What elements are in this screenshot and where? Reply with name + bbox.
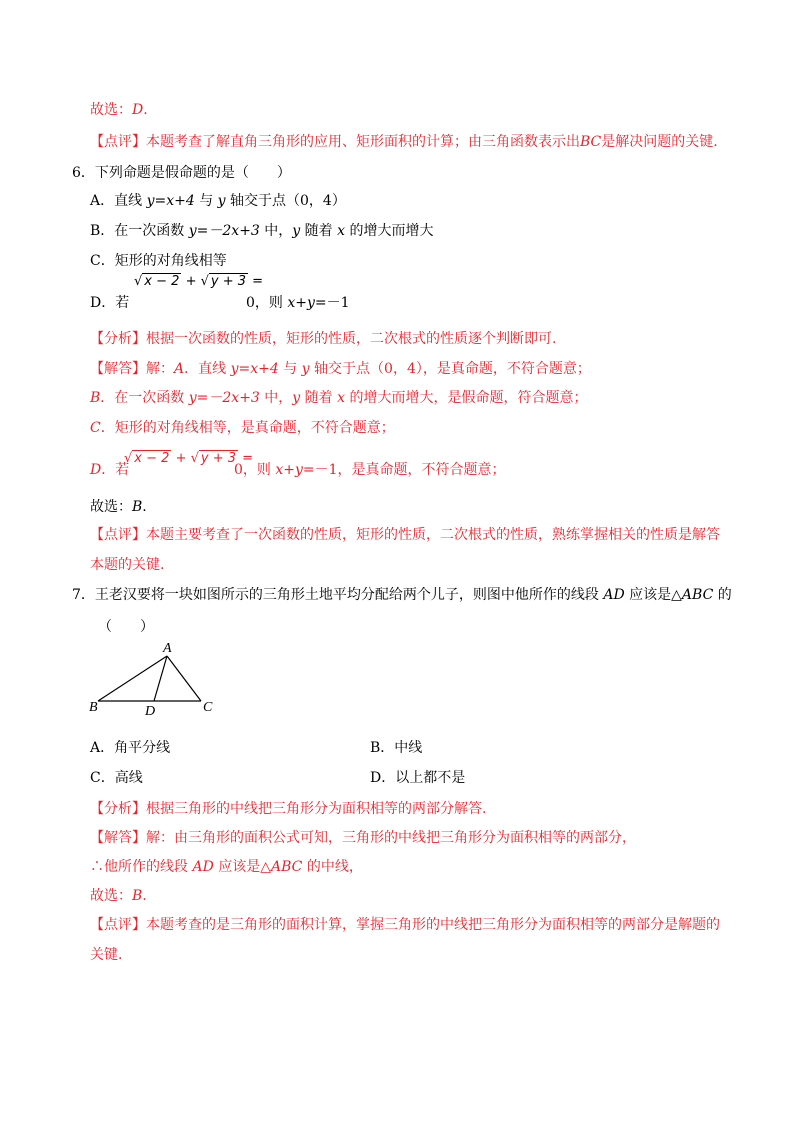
solution-text: ∴他所作的线段 [90,859,193,875]
equals-sign: = [252,274,264,289]
equation: y=x+4 [146,193,195,209]
radicand: x − 2 [134,451,170,466]
solution-text: 的中线， [302,859,363,875]
equation: x+y [275,462,303,478]
q6-option-c: C．矩形的对角线相等 [90,253,227,269]
analysis-text: 根据三角形的中线把三角形分为面积相等的两部分解答. [146,801,487,817]
solution-text: 轴交于点（0，4），是真命题，不符合题意； [309,361,591,377]
side-ab [98,656,167,701]
option-text: A．直线 [90,193,147,209]
segment-name: AD [192,859,214,875]
comment-text: 本题考查了解直角三角形的应用、矩形面积的计算；由三角函数表示出 [146,134,580,150]
answer-prefix: 故选： [90,888,132,904]
equation: y=－2x+3 [188,390,260,406]
solution-text: 随着 [300,390,338,406]
solution-text: 0，则 [234,462,276,478]
variable: y [292,390,301,406]
radicand: y + 3 [200,451,237,466]
point-label-d: D [145,704,156,719]
answer-end: . [143,102,148,118]
q6-solution-c [90,418,395,438]
comment-tag: 【点评】 [90,134,146,150]
variable: y [292,223,301,239]
equals-sign: = [242,451,254,466]
triangle-name: ABC [271,859,303,875]
plus-sign: + [185,274,197,289]
equation: y=x+4 [230,361,279,377]
solution-text: 的增大而增大，是假命题，符合题意； [345,390,588,406]
answer-end: . [142,888,147,904]
comment-var: BC [580,134,602,150]
q6-option-d [90,293,129,313]
equation: y=－2x+3 [188,223,260,239]
answer-end: . [142,499,147,515]
q7-option-b: B．中线 [370,740,423,756]
q6-option-a [90,191,346,211]
triangle-figure [80,640,220,720]
option-text: 的增大而增大 [345,223,434,239]
stem-text: 7．王老汉要将一块如图所示的三角形土地平均分配给两个儿子，则图中他所作的线段 [72,587,604,603]
comment-tag: 【点评】 [90,527,146,543]
q7-analysis [90,799,486,819]
option-text: 与 [194,193,218,209]
q7-comment [90,910,730,970]
stem-text: 的 [713,587,732,603]
answer-letter: B [132,499,143,515]
q7-solution [90,828,636,848]
q7-answer-blank: （ ） [98,619,154,635]
option-letter: D [90,462,102,478]
q5-answer [90,100,148,120]
option-letter: C [90,420,101,436]
analysis-tag: 【分析】 [90,331,146,347]
q6-comment [90,520,730,580]
option-text: 0，则 [246,295,288,311]
option-text: 中， [259,223,293,239]
answer-prefix: 故选： [90,102,132,118]
variable: y [301,361,310,377]
q7-answer [90,886,147,906]
stem-text: 应该是△ [624,587,682,603]
option-letter: A [174,361,185,377]
sqrt-icon: √ [190,451,199,466]
solution-text: ．若 [101,462,130,478]
solution-tag: 【解答】 [90,361,146,377]
solution-text: 应该是△ [213,859,272,875]
radicand: x − 2 [144,274,180,289]
q6-solution-a [90,359,591,379]
triangle-name: ABC [681,587,714,603]
q6-solution-d-tail [234,460,506,480]
equation: x+y [287,295,315,311]
analysis-text: 根据一次函数的性质，矩形的性质，二次根式的性质逐个判断即可. [146,331,557,347]
comment-tag: 【点评】 [90,917,146,933]
analysis-tag: 【分析】 [90,801,146,817]
sqrt-icon: √ [124,451,133,466]
variable: x [337,390,346,406]
solution-tag: 【解答】 [90,830,146,846]
solution-text: ．在一次函数 [100,390,189,406]
option-letter: B [90,390,101,406]
vertex-label-b: B [89,700,98,715]
q7-option-a: A．角平分线 [90,740,171,756]
variable: y [217,193,226,209]
q5-comment [90,132,718,152]
side-ac [167,656,201,701]
vertex-label-c: C [203,700,213,715]
option-text: =－1 [314,295,350,311]
plus-sign: + [175,451,187,466]
q7-option-c: C．高线 [90,770,143,786]
answer-letter: B [132,888,143,904]
q6-analysis [90,329,556,349]
sqrt-icon: √ [200,274,209,289]
q6-answer [90,497,147,517]
comment-text-end: 是解决问题的关键. [601,134,718,150]
q7-stem [72,585,732,605]
segment-name: AD [603,587,625,603]
q6-option-d-tail [246,293,350,313]
q7-option-d: D．以上都不是 [370,770,466,786]
solution-text: 中， [259,390,293,406]
solution-text: 解：由三角形的面积公式可知，三角形的中线把三角形分为面积相等的两部分， [146,830,636,846]
option-text: D．若 [90,295,130,311]
option-text: 随着 [300,223,338,239]
solution-text: 解： [146,361,174,377]
option-text: 轴交于点（0，4） [225,193,346,209]
comment-text: 本题考查的是三角形的面积计算，掌握三角形的中线把三角形分为面积相等的两部分是解题的关键. [90,917,720,963]
q6-d-radical-expression [134,273,263,289]
variable: x [337,223,346,239]
radicand: y + 3 [210,274,247,289]
answer-letter: D [132,102,144,118]
q7-therefore [90,857,363,877]
vertex-label-a: A [163,641,172,656]
solution-text: ．矩形的对角线相等，是真命题，不符合题意； [100,420,395,436]
answer-prefix: 故选： [90,499,132,515]
q6-option-b [90,221,433,241]
solution-text: ．直线 [184,361,231,377]
q6-stem: 6．下列命题是假命题的是（ ） [72,165,291,181]
option-text: B．在一次函数 [90,223,189,239]
sqrt-icon: √ [134,274,143,289]
solution-text: =－1，是真命题，不符合题意； [302,462,506,478]
solution-text: 与 [278,361,302,377]
q6-solution-b [90,388,587,408]
comment-text: 本题主要考查了一次函数的性质，矩形的性质，二次根式的性质，熟练掌握相关的性质是解答本题的关键. [90,527,720,573]
